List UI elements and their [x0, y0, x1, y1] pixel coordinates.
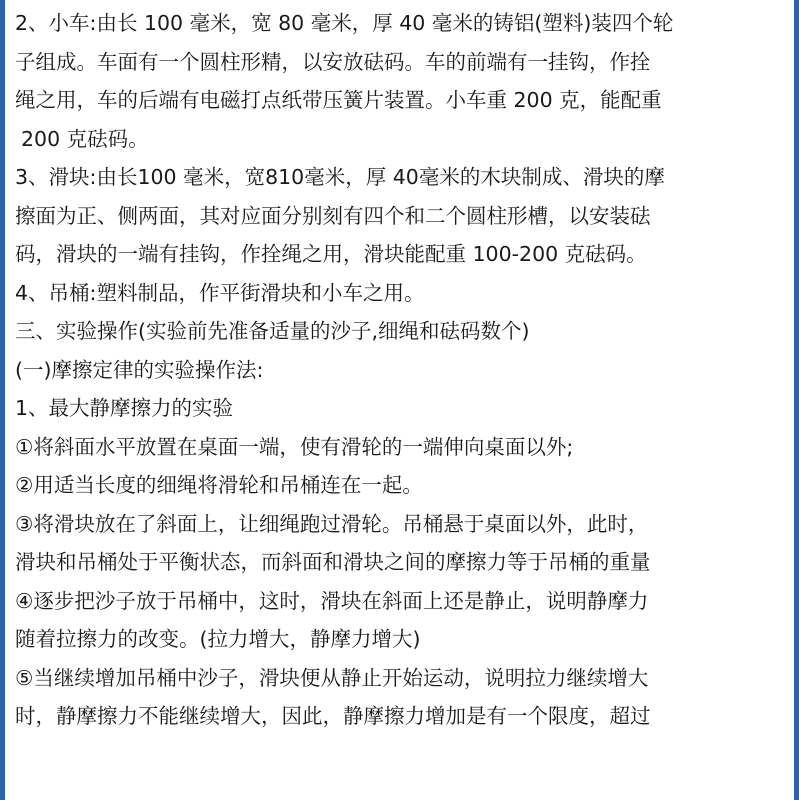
text-line-19: 时，静摩擦力不能继续增大，因此，静摩擦力增加是有一个限度，超过 — [15, 704, 651, 728]
text-line-6: 擦面为正、侧两面，其对应面分别刻有四个和二个圆柱形槽，以安装砝 — [15, 203, 651, 228]
text-line-2: 子组成。车面有一个圆柱形精，以安放砝码。车的前端有一挂钩，作拴 — [15, 49, 651, 74]
text-line-11: 1、最大静摩擦力的实验 — [15, 396, 234, 420]
text-line-9: 三、实验操作(实验前先准备适量的沙子,细绳和砝码数个) — [15, 319, 530, 343]
text-line-13: ②用适当长度的细绳将滑轮和吊桶连在一起。 — [15, 473, 423, 497]
text-line-10: (一)摩擦定律的实验操作法: — [15, 357, 264, 382]
text-line-15: 滑块和吊桶处于平衡状态，而斜面和滑块之间的摩擦力等于吊桶的重量 — [15, 550, 651, 574]
text-line-5: 3、滑块:由长100 毫米，宽810毫米，厚 40毫米的木块制成、滑块的摩 — [15, 165, 665, 189]
document-body — [15, 4, 796, 736]
text-line-8: 4、吊桶:塑料制品，作平街滑块和小车之用。 — [15, 280, 425, 305]
text-line-14: ③将滑块放在了斜面上，让细绳跑过滑轮。吊桶悬于桌面以外，此时， — [15, 511, 649, 536]
text-line-16: ④逐步把沙子放于吊桶中，这时，滑块在斜面上还是静止，说明静摩力 — [15, 588, 649, 613]
text-line-1: 2、小车:由长 100 毫米，宽 80 毫米，厚 40 毫米的铸铝(塑料)装四个轮 — [15, 11, 674, 35]
text-line-7: 码，滑块的一端有挂钩，作拴绳之用，滑块能配重 100-200 克砝码。 — [15, 242, 647, 266]
text-line-4: 200 克砝码。 — [21, 126, 149, 151]
text-line-18: ⑤当继续增加吊桶中沙子，滑块便从静止开始运动，说明拉力继续增大 — [15, 665, 649, 690]
text-line-17: 随着拉擦力的改变。(拉力增大，静摩力增大) — [15, 627, 421, 651]
text-line-12: ①将斜面水平放置在桌面一端，使有滑轮的一端伸向桌面以外; — [15, 434, 574, 459]
text-line-3: 绳之用，车的后端有电磁打点纸带压簧片装置。小车重 200 克，能配重 — [15, 88, 662, 112]
